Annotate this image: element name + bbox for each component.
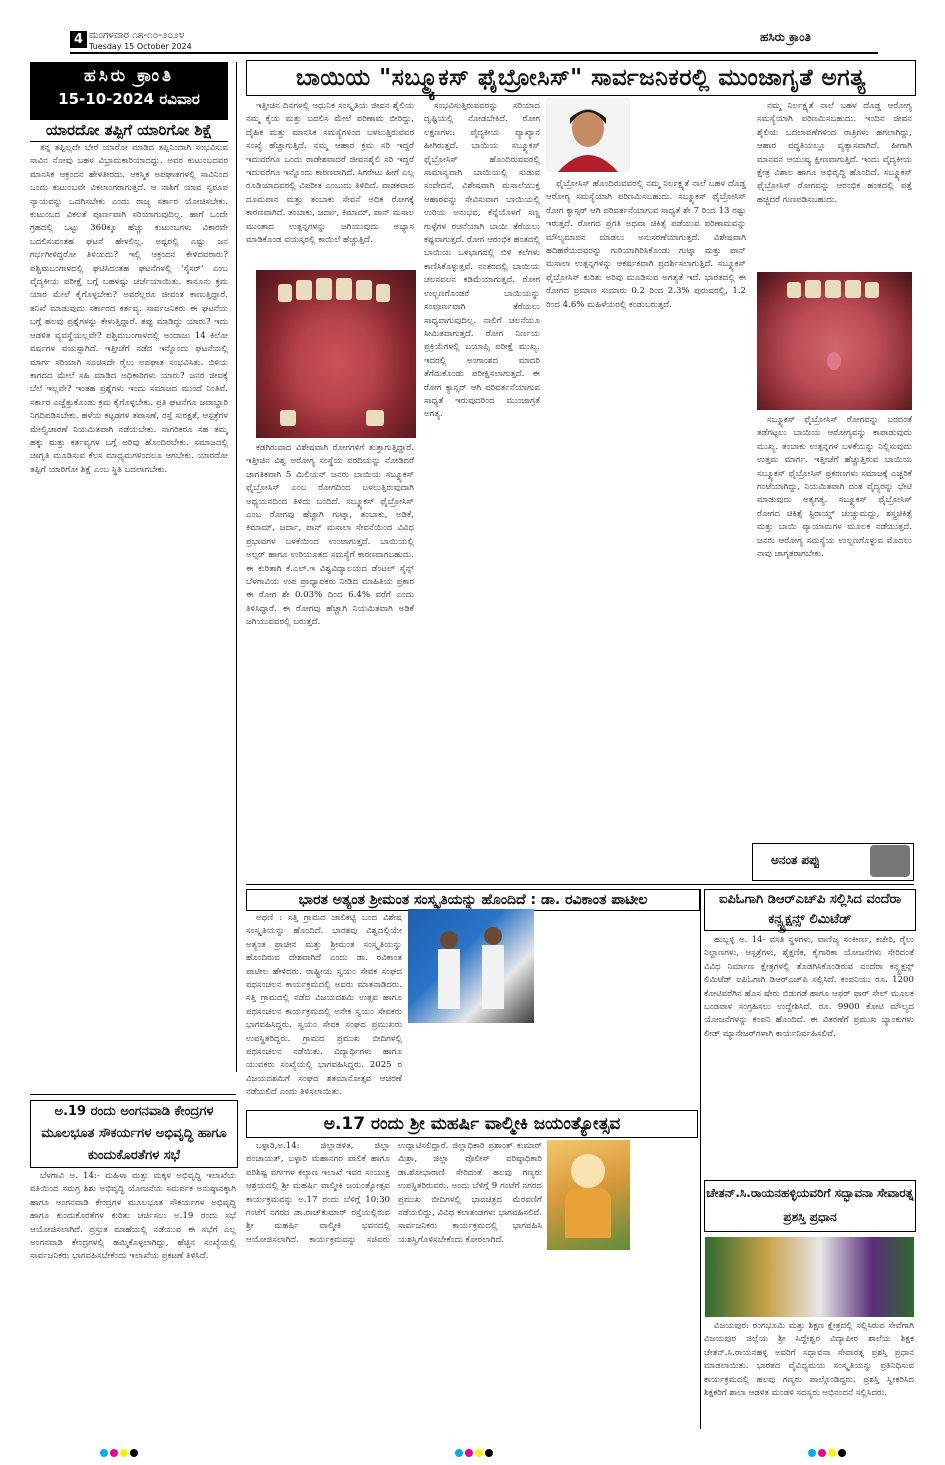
article2-body-cont <box>540 912 696 1108</box>
main-col-1b <box>246 442 414 842</box>
author-photo <box>870 845 910 877</box>
oral-photo-1 <box>256 270 416 438</box>
left-divider <box>30 1094 236 1095</box>
article2-text: ಅಥಣಿ : ಸತ್ತಿ ಗ್ರಾಮದ ಜಾಲಿಕಟ್ಟಿ ಬಂದ ವಿಶೇಷ ಸಂಸ್ಕೃತಿಯನ್ನು ಹೊಂದಿದೆ. ಭಾರತವು ವಿಶ್ವದಲ್ಲಿಯೇ ಅತ್ಯಂತ ಪ್ರಾಚೀನ ಮತ್ತು ಶ್ರೀಮಂತ ಸಂಸ್ಕೃತಿಯನ್ನು ಹೊಂದಿರುವ ದೇಶವಾಗಿದೆ ಎಂದು ಡಾ. ರವಿಕಾಂತ ಪಾಟೀಲ ಹೇಳಿದರು. ರಾಷ್ಟ್ರೀಯ ಸ್ವಯಂ ಸೇವಕ ಸಂಘದ ಪಥಸಂಚಲನ ಕಾರ್ಯಕ್ರಮದಲ್ಲಿ ಅವರು ಮಾತನಾಡಿದರು. ಸತ್ತಿ ಗ್ರಾಮದಲ್ಲಿ ನಡೆದ ವಿಜಯದಶಮಿ ಉತ್ಸವ ಹಾಗೂ ಪಥಸಂಚಲನ ಕಾರ್ಯಕ್ರಮದಲ್ಲಿ ಅನೇಕ ಸ್ವಯಂ ಸೇವಕರು ಭಾಗವಹಿಸಿದ್ದರು. ಸ್ವಯಂ ಸೇವಕ ಸಂಘದ ಪ್ರಮುಖರು ಉಪಸ್ಥಿತರಿದ್ದರು. ಗ್ರಾಮದ ಪ್ರಮುಖ ಬೀದಿಗಳಲ್ಲಿ ಪಥಸಂಚಲನ ನಡೆಯಿತು. ವಿದ್ಯಾರ್ಥಿಗಳು ಹಾಗೂ ಯುವಕರು ಸಂಖ್ಯೆಯಲ್ಲಿ ಭಾಗವಹಿಸಿದ್ದರು. 2025 ರ ವಿಜಯದಶಮಿಗೆ ಸಂಘದ ಶತಮಾನೋತ್ಸವ ಆಚರಣೆ ನಡೆಯಲಿದೆ ಎಂದು ತಿಳಿಸಲಾಯಿತು. <box>246 913 402 1098</box>
oral-photo-2 <box>757 272 912 410</box>
main-col-1-text: ಇತ್ತೀಚಿನ ದಿನಗಳಲ್ಲಿ ಅಧುನಿಕ ಸಂಸ್ಕೃತಿಯ ಜೀವನ ಶೈಲಿಯ ನಮ್ಮ ಕೈಯ ಮತ್ತು ಬದಲಿಸ ಮೇಲೆ ಪರಿಣಾಮ ಬೀರಿದ್ದು, ದೈಹಿಕ ಮತ್ತು ಮಾನಸಿಕ ಸಮಸ್ಯೆಗಳಿಂದ ಬಳಲುತ್ತಿರುವವರ ಸಂಖ್ಯೆ ಹೆಚ್ಚಾಗುತ್ತಿದೆ. ನಮ್ಮ ಆಹಾರ ಕ್ರಮ ಸರಿ ಇದ್ದರೆ ಇದುವರೆಗೂ ಒಂದು ರಾಡೇಶವಾದರೆ ಜೀವನಶೈಲಿ ಸರಿ ಇದ್ದರೆ ಇದುವರೆಗೂ ಇನ್ನೊಂದು ಕಾರಣವಾಗಿದೆ. ಸಿಗರೇಟು ಹೀಗೆ ಎಲ್ಲ ರೂಡಿಯಾದವರಲ್ಲಿ ವಿಪರೀತ ಎಂಬುದು ತಿಳಿದಿದೆ. ವಾಡಕವಾದ ದೂಮಪಾನ ಮತ್ತು ತಂಬಾಕು ಸೇವನೆ ಅದಿಕ ರೋಗಕ್ಕೆ ಕಾರಣವಾಗಿದೆ. ತಂಬಾಕು, ಜರ್ದಾ, ಕಿಮಾಮ್, ಪಾನ್ ಮಸಾಲ ಮುಂತಾದ ಉತ್ಪನ್ನಗಳನ್ನು ಜಗಿಯುವುದು ಅಭ್ಯಾಸ ಮಾಡಿಕೊಂಡ ವಯಸ್ಕರಲ್ಲಿ ಕಾಯಿಲೆ ಹೆಚ್ಚುತ್ತಿದೆ. <box>246 101 414 246</box>
main-col-3-text: ಫೈಬ್ರೋಸಿಸ್ ಹೊಂದಿರುವವರಲ್ಲಿ ನಮ್ಮ ನಿರ್ಲಕ್ಷ್ಯತೆ ನಾಲೆ ಬಹಳ ದೊಡ್ಡ ಆರೋಗ್ಯ ಸಮಸ್ಯೆಯಾಗಿ ಪರಿಣಮಿಸಬಹುದು. ಸಬ್ಮ್ಯೂಕಸ್ ಫೈಬ್ರೋಸಿಸ್ ರೋಗ ಕ್ಯಾನ್ಸರ್ ಆಗಿ ಪರಿವರ್ತನೆಯಾಗುವ ಸಾಧ್ಯತೆ ಶೇ 7 ರಿಂದ 13 ರಷ್ಟು ಇರುತ್ತದೆ. ರೋಗದ ಪ್ರಗತಿ ಅಥವಾ ಚಿಕಿತ್ಸೆ ಪಡೆಯುವ ಪರಿಣಾಮವನ್ನು ಮೌಲ್ಯಮಾಪನ ಮಾಡಲು ಅನುಸರಣೆಯಾಗುತ್ತದೆ. ವಿಶೇಷವಾಗಿ ಹದಿಹರೆಯದವರನ್ನು ಗುರಿಯಾಗಿರಿಸಿಕೊಂಡು ಗುಟ್ಕಾ ಮತ್ತು ಪಾನ್ ಮಸಾಲಾ ಉತ್ಪನ್ನಗಳನ್ನು ಆಕರ್ಷಕವಾಗಿ ಪ್ರದರ್ಶಿಸಲಾಗುತ್ತಿದೆ. ಸಬ್ಮ್ಯೂಕಸ್ ಫೈಬ್ರೋಸಿಸ್ ಕುರಿತು ಅರಿವು ಮೂಡಿಸುವ ಅಗತ್ಯತೆ ಇದೆ. ಭಾರತದಲ್ಲಿ ಈ ರೋಗದ ಪ್ರಮಾಣ ಸುಮಾರು 0.2 ರಿಂದ 2.3% ಪುರುಷರಲ್ಲಿ, 1.2 ರಿಂದ 4.6% ಮಹಿಳೆಯರಲ್ಲಿ ಕಂಡುಬರುತ್ತದೆ. <box>546 179 746 310</box>
main-col-2-text: ಸಂಭವಿಸುತ್ತಿರುವವರನ್ನು ಸರಿಯಾದ ದೃಷ್ಟಿಯಲ್ಲಿ ನೋಡಬೇಕಿದೆ. ರೋಗ ಲಕ್ಷಣಗಳು: ವೈದ್ಯಕೀಯ ವ್ಯಾಖ್ಯಾನ ಹೀಗಿರುತ್ತದೆ. ಬಾಯಿಯ ಸಬ್ಮ್ಯೂಕಸ್ ಫೈಬ್ರೋಸಿಸ್ ಹೊಂದಿರುವವರಲ್ಲಿ ಸಾಮಾನ್ಯವಾಗಿ ಬಾಯಿಯಲ್ಲಿ ಸುಡುವ ಸಂವೇದನೆ, ವಿಶೇಷವಾಗಿ ಮಸಾಲೆಯುಕ್ತ ಆಹಾರವನ್ನು ಸೇವಿಸುವಾಗ ಬಾಯಿಯಲ್ಲಿ ಉರಿಯ ಅನುಭವ, ಕೆನ್ನೆಯೊಳಗೆ ಸಣ್ಣ ಗುಳ್ಳೆಗಳ ರಚನೆಯಾಗಿ ಬಾಯಿ ತೆರೆಯಲು ಕಷ್ಟವಾಗುತ್ತದೆ. ರೋಗ ಆರಂಭಿಕ ಹಂತದಲ್ಲಿ ಬಾಯಿಯ ಒಳಭಾಗದಲ್ಲಿ ಬಿಳಿ ಕಲೆಗಳು ಕಾಣಿಸಿಕೊಳ್ಳುತ್ತವೆ. ನಂತರದಲ್ಲಿ ಬಾಯಿಯ ಚಲನವಲನ ಕಡಿಮೆಯಾಗುತ್ತದೆ. ರೋಗ ಉಲ್ಬಣಗೊಂಡರೆ ಬಾಯಿಯನ್ನು ಸಂಪೂರ್ಣವಾಗಿ ತೆರೆಯಲು ಸಾಧ್ಯವಾಗುವುದಿಲ್ಲ. ನಾಲಿಗೆ ಚಲನೆಯೂ ಸೀಮಿತವಾಗುತ್ತದೆ. ರೋಗ ನಿರ್ಣಯ ಪ್ರಕ್ರಿಯೆಗಳಲ್ಲಿ ಬಯಾಪ್ಸಿ ಪರೀಕ್ಷೆ ಮುಖ್ಯ. ಇದರಲ್ಲಿ ಅಂಗಾಂಶದ ಮಾದರಿ ತೆಗೆದುಕೊಂಡು ಪರೀಕ್ಷಿಸಲಾಗುತ್ತದೆ. ಈ ರೋಗ ಕ್ಯಾನ್ಸರ್ ಆಗಿ ಪರಿವರ್ತನೆಯಾಗುವ ಸಾಧ್ಯತೆ ಇರುವುದರಿಂದ ಮುಂಜಾಗ್ರತೆ ಅಗತ್ಯ. <box>424 101 540 420</box>
main-col-4b <box>757 414 912 838</box>
masthead-title: ಹಸಿರು ಕ್ರಾಂತಿ <box>83 66 175 86</box>
registration-marks-right <box>808 1442 848 1461</box>
article4-body-cont <box>636 1140 696 1430</box>
main-col-1b-text: ಕಡಗಿರುವಾದ ವಿಶೇಷವಾಗಿ ರೋಗಗಳಿಗೆ ತುತ್ತಾಗುತ್ತಿದ್ದಾರೆ. ಇತ್ತೀಚಿನ ವಿಶ್ವ ಆರೋಗ್ಯ ಸಂಸ್ಥೆಯ ವರದಿಯನ್ನು ನೋಡಿದರೆ ಜಾಗತಿಕವಾಗಿ 5 ಮಿಲಿಯನ್ ಜನರು ಬಾಯಿಯ ಸಬ್ಮ್ಯೂಕಸ್ ಫೈಬ್ರೋಸಿಸ್ ಎಂಬ ರೋಗದಿಂದ ಬಳಲುತ್ತಿರುವುದಾಗಿ ಅಧ್ಯಯನದಿಂದ ತಿಳಿದು ಬಂದಿದೆ. ಸಬ್ಮ್ಯೂಕಸ್ ಫೈಬ್ರೋಸಿಸ್ ಎಂಬ ರೋಗವು ಹೆಚ್ಚಾಗಿ ಗುಟ್ಕಾ, ತಂಬಾಕು, ಅಡಿಕೆ, ಕಿಮಾಮ್, ಜರ್ದಾ, ಪಾನ್ ಮಸಾಲಾ ಸೇವನೆಯಿಂದ ವಿವಿಧ ಪ್ರಭಾವಗಳ ಬಳಕೆಯಿಂದ ಉಂಟಾಗುತ್ತದೆ. ಬಾಯಿಯಲ್ಲಿ ಅಲ್ಸರ್ ಹಾಗೂ ಉರಿಯೂತದ ಸಮಸ್ಯೆಗೆ ಕಾರಣವಾಗಬಹುದು. ಈ ಕುರಿತಾಗಿ ಕೆ.ಎಲ್.ಇ ವಿಶ್ವವಿದ್ಯಾಲಯದ ಡೆಂಟಲ್ ಸೈನ್ಸ್ ಬೆಳಗಾವಿಯ ಉಪ ಪ್ರಾಧ್ಯಾಪಕರು ನೀಡಿದ ಮಾಹಿತಿಯ ಪ್ರಕಾರ ಈ ರೋಗ ಶೇ 0.03% ದಿಂದ 6.4% ವರೆಗೆ ಎಂದು ತಿಳಿಸಿದ್ದಾರೆ. ಈ ರೋಗವು ಹೆಚ್ಚಾಗಿ ನಿಯಮಿತವಾಗಿ ಅಡಿಕೆ ಜಗಿಯುವವರಲ್ಲಿ ಬರುತ್ತದೆ. <box>246 443 414 628</box>
main-col-1 <box>246 100 414 265</box>
valmiki-illustration <box>547 1140 630 1250</box>
article4-headline: ಅ.17 ರಂದು ಶ್ರೀ ಮಹರ್ಷಿ ವಾಲ್ಮೀಕಿ ಜಯಂತ್ಯೋತ್ಸವ <box>246 1110 698 1138</box>
author-portrait <box>546 98 630 172</box>
header-rule <box>70 52 878 54</box>
column-divider <box>236 62 237 1072</box>
article4-text: ಬಳ್ಳಾರಿ,ಅ.14: ಜಿಲ್ಲಾಡಳಿತ, ಜಿಲ್ಲಾ ಪಂಚಾಯತ್, ಬಳ್ಳಾರಿ ಮಹಾನಗರ ಪಾಲಿಕೆ ಹಾಗೂ ಪರಿಶಿಷ್ಟ ವರ್ಗಗಳ ಕಲ್ಯಾಣ ಇಲಾಖೆ ಇವರ ಸಂಯುಕ್ತ ಆಶ್ರಯದಲ್ಲಿ ಶ್ರೀ ಮಹರ್ಷಿ ವಾಲ್ಮೀಕಿ ಜಯಂತ್ಯೋತ್ಸವ ಕಾರ್ಯಕ್ರಮವನ್ನು ಅ.17 ರಂದು ಬೆಳಿಗ್ಗೆ 10:30 ಗಂಟೆಗೆ ನಗರದ ಡಾ.ರಾಜ್‌ಕುಮಾರ್ ರಸ್ತೆಯಲ್ಲಿರುವ ಶ್ರೀ ಮಹರ್ಷಿ ವಾಲ್ಮೀಕಿ ಭವನದಲ್ಲಿ ಆಯೋಜಿಸಲಾಗಿದೆ. ಕಾರ್ಯಕ್ರಮವನ್ನು ಸಚಿವರು ಉದ್ಘಾಟಿಸಲಿದ್ದಾರೆ. ಜಿಲ್ಲಾಧಿಕಾರಿ ಪ್ರಶಾಂತ್ ಕುಮಾರ್ ಮಿಶ್ರಾ, ಜಿಲ್ಲಾ ಪೊಲೀಸ್ ವರಿಷ್ಠಾಧಿಕಾರಿ ಡಾ.ಶೋಭಾರಾಣಿ ಸೇರಿದಂತೆ ಹಲವು ಗಣ್ಯರು ಉಪಸ್ಥಿತರಿರುವರು. ಅಂದು ಬೆಳಿಗ್ಗೆ 9 ಗಂಟೆಗೆ ನಗರದ ಪ್ರಮುಖ ಬೀದಿಗಳಲ್ಲಿ ಭಾವಚಿತ್ರದ ಮೆರವಣಿಗೆ ನಡೆಯಲಿದ್ದು, ವಿವಿಧ ಕಲಾತಂಡಗಳು ಭಾಗವಹಿಸಲಿವೆ. ಸಾರ್ವಜನಿಕರು ಕಾರ್ಯಕ್ರಮದಲ್ಲಿ ಭಾಗವಹಿಸಿ ಯಶಸ್ವಿಗೊಳಿಸಬೇಕೆಂದು ಕೋರಲಾಗಿದೆ. <box>246 1141 542 1245</box>
section-title: ಹಸಿರು ಕ್ರಾಂತಿ <box>760 30 811 44</box>
main-col-4-text: ನಮ್ಮ ನಿರ್ಲಕ್ಷ್ಯತೆ ನಾಲೆ ಬಹಳ ದೊಡ್ಡ ಆರೋಗ್ಯ ಸಮಸ್ಯೆಯಾಗಿ ಪರಿಣಮಿಸಬಹುದು. ಇಂದಿನ ಜೀವನ ಶೈಲಿಯ ಬದಲಾವಣೆಗಳಿಂದ ರಾತ್ರಿಗಳು ಹಗಲಾಗಿದ್ದು, ಆಹಾರ ಪದ್ಧತಿಯಲ್ಲೂ ವ್ಯತ್ಯಾಸವಾಗಿದೆ. ಹೀಗಾಗಿ ಮಾನವನ ಆಯುಷ್ಯ ಕ್ಷೀಣವಾಗುತ್ತಿದೆ. ಇಂದು ವೈದ್ಯಕೀಯ ಕ್ಷೇತ್ರ ವಿಶಾಲ ಹಾಗೂ ಅಭಿವೃದ್ಧಿ ಹೊಂದಿದೆ. ಸಬ್ಮ್ಯೂಕಸ್ ಫೈಬ್ರೋಸಿಸ್ ರೋಗವನ್ನು ಆರಂಭಿಕ ಹಂತದಲ್ಲಿ ಪತ್ತೆ ಹಚ್ಚಿದರೆ ಗುಣಪಡಿಸಬಹುದು. <box>757 101 912 205</box>
paper-date-english: Tuesday 15 October 2024 <box>89 42 192 51</box>
author-name: ಅನಂತ ಪಪ್ಪು <box>771 853 820 867</box>
section-divider <box>246 884 914 885</box>
main-col-4 <box>757 100 912 268</box>
editorial-text: ತನ್ನ ತಪ್ಪಿಲ್ಲದೇ ಬೇರೆ ಯಾರೋ ಮಾಡಿದ ತಪ್ಪಿನಿಂದಾಗಿ ಸಂಭವಿಸುವ ಸಾವಿನ ನೋವು ಬಹಳ ವಿಭ್ರಾಮಕಾರಿಯಾದದ್ದು. ಅವರ ಕುಟುಂಬದವರ ಮಾನಸಿಕ ಆಕ್ರಂದನ ಹೇಳತೀರದು. ಆಕಸ್ಮಿಕ ಅಪಘಾತಗಳಲ್ಲಿ ಸಾವಿನಿಂದ ಒಂದು ಕುಟುಂಬವೇ ವಿಕಲಾಂಗರಾಗುತ್ತದೆ. ಆ ನಾಶಿಗೆ ಯಾವ ಸ್ವರೂಪ ನ್ಯಾಯವನ್ನು ಒದಗಿಸಬೇಕು ಎಂದು ರಾಜ್ಯ ಸರ್ಕಾರ ಯೋಚಿಸಬೇಕು. ಕುಟುಂಬದ ವಿಕಲತೆ ಪೂರ್ಣವಾಗಿ ಸರಿಯಾಗುವುದಿಲ್ಲ. ಹಾಗೆ ಒಂದೇ ಗ್ರಹದಲ್ಲಿ ಒಟ್ಟು 360ಕ್ಕೂ ಹೆಚ್ಚು ಕುಟುಂಬಗಳು ವಿಕಾರವೇ ಬದಲಿಸುವಂತಹ ಘಟನೆ ಹೇಳಲಿಲ್ಲ. ಅಷ್ಟರಲ್ಲಿ ಎಷ್ಟು ಜನ ಗರ್ಭಗೀಳಿದ್ದರೋ ತಿಳಿಯದು? ಇಲ್ಲಿ ಆಕ್ರಂದನ ಕೇಳಿದವರಾರು? ಪಶ್ಚಿಮಬಂಗಾಳದಲ್ಲಿ ಘಟಿಸಿದಂತಹ ಘಟನೆಗಳಲ್ಲಿ 'ಸೈಸರ್' ಎಂಬ ವೈದ್ಯಕೀಯ ಪರೀಕ್ಷೆ ಬಗ್ಗೆ ಬಹಳಷ್ಟು ಚರ್ಚೆಯಾಯಿತು. ಕಾನೂನು ಕ್ರಮ ಯಾರ ಮೇಲೆ ಕೈಗೊಳ್ಳಬೇಕು? ಅವರೆಲ್ಲರೂ ಜೀವಂತ ಕಾಣುತ್ತಿದ್ದಾರೆ. ತನಿಖೆ ಮಾಡುವುದು ಸರ್ಕಾರದ ಕರ್ತವ್ಯ. ಸಾರ್ವಜನಿಕರು ಈ ಘಟನೆಯ ಬಗ್ಗೆ ಹಲವು ಪ್ರಶ್ನೆಗಳನ್ನು ಕೇಳುತ್ತಿದ್ದಾರೆ. ತಪ್ಪು ಮಾಡಿದ್ದು ಯಾರು? ಇದು ಆಡಳಿತ ವ್ಯವಸ್ಥೆಯಲ್ಲವೇ? ಪಶ್ಚಿಮಬಂಗಾಳದಲ್ಲಿ ಅಂದಾಜು 14 ಕಿಲೋ ವರ್ಷಗಳ ವಯಸ್ಸಾಗಿದೆ. ಇತ್ತೀಚೆಗೆ ನಡೆದ ಇನ್ನೊಂದು ಘಟನೆಯಲ್ಲಿ ಮಾರ್ಗ ಸರಿಯಾಗಿ ಸೂಚಿಸದೇ ರೈಲು ಅಪಘಾತ ಸಂಭವಿಸಿತು. ಬಿಳಿಯ ಕಾಗದದ ಮೇಲೆ ಸಹಿ ಮಾಡಿದ ಅಧಿಕಾರಿಗಳು ಯಾರು? ಜನರ ಜೀವಕ್ಕೆ ಬೆಲೆ ಇಲ್ಲವೇ? ಇಂತಹ ಪ್ರಶ್ನೆಗಳು ಇಂದು ಸಮಾಜದ ಮುಂದೆ ನಿಂತಿವೆ. ಸರ್ಕಾರ ಎಚ್ಚೆತ್ತುಕೊಂಡು ಕ್ರಮ ಕೈಗೊಳ್ಳಬೇಕು. ಪ್ರತಿ ಘಟನೆಗೂ ಜವಾಬ್ದಾರಿ ನಿಗದಿಪಡಿಸಬೇಕು. ಹಳೆಯ ಕಟ್ಟಡಗಳ ತಪಾಸಣೆ, ರಸ್ತೆ ಸುರಕ್ಷತೆ, ಆಸ್ಪತ್ರೆಗಳ ಮೇಲ್ವಿಚಾರಣೆ ನಿಯಮಿತವಾಗಿ ನಡೆಯಬೇಕು. ನಾಗರಿಕರೂ ಸಹ ತಮ್ಮ ಹಕ್ಕು ಮತ್ತು ಕರ್ತವ್ಯಗಳ ಬಗ್ಗೆ ಅರಿವು ಹೊಂದಿರಬೇಕು. ಸಮಾಜದಲ್ಲಿ ಜಾಗೃತಿ ಮೂಡಿಸುವ ಕೆಲಸ ಮಾಧ್ಯಮಗಳಿಂದಲೂ ಆಗಬೇಕು. ಯಾರದೋ ತಪ್ಪಿಗೆ ಯಾರಿಗೋ ಶಿಕ್ಷೆ ಎಂಬ ಸ್ಥಿತಿ ಬದಲಾಗಬೇಕು. <box>30 143 228 475</box>
editorial-headline: ಯಾರದೋ ತಪ್ಪಿಗೆ ಯಾರಿಗೋ ಶಿಕ್ಷೆ <box>30 118 228 142</box>
award-photo <box>705 1237 914 1317</box>
editorial-masthead <box>30 62 228 120</box>
column-divider-right <box>700 889 701 1429</box>
article3-body <box>704 934 914 1174</box>
event-photo <box>408 909 534 1023</box>
article2-body <box>246 912 402 1108</box>
registration-marks-center <box>455 1442 495 1461</box>
editorial-body <box>30 142 228 1090</box>
article6-text: ಬೆಳಗಾವಿ ಅ. 14:- ಮಹಿಳಾ ಮತ್ತು ಮಕ್ಕಳ ಅಭಿವೃದ್ಧಿ ಇಲಾಖೆಯ ವತಿಯಿಂದ ಸಮಗ್ರ ಶಿಶು ಅಭಿವೃದ್ಧಿ ಯೋಜನೆಯ ಸಮರ್ಪಕ ಅನುಷ್ಠಾನಕ್ಕಾಗಿ ಹಾಗೂ ಅಂಗನವಾಡಿ ಕೇಂದ್ರಗಳ ಮೂಲಭೂತ ಸೌಕರ್ಯಗಳ ಅಭಿವೃದ್ಧಿ ಹಾಗೂ ಕುಂದುಕೊರತೆಗಳ ಕುರಿತು ಚರ್ಚಿಸಲು ಅ.19 ರಂದು ಸಭೆ ಆಯೋಜಿಸಲಾಗಿದೆ. ಪ್ರಸ್ತುತ ಮಾಹೆಯಲ್ಲಿ ನಡೆಯುವ ಈ ಸಭೆಗೆ ಎಲ್ಲ ಅಂಗನವಾಡಿ ಕೇಂದ್ರಗಳಲ್ಲಿ ಹಮ್ಮಿಕೊಳ್ಳಲಾಗಿದ್ದು, ಹೆಚ್ಚಿನ ಸಂಖ್ಯೆಯಲ್ಲಿ ಸಾರ್ವಜನಿಕರು ಭಾಗವಹಿಸಬೇಕೆಂದು ಇಲಾಖೆಯ ಪ್ರಕಟಣೆ ತಿಳಿಸಿದೆ. <box>30 1171 236 1262</box>
page-number: 4 <box>70 31 87 48</box>
article6-body <box>30 1170 236 1430</box>
main-col-4b-text: ಸಬ್ಮ್ಯೂಕಸ್ ಫೈಬ್ರೋಸಿಸ್ ರೋಗವನ್ನು ಬರದಂತೆ ತಡೆಗಟ್ಟಲು ಬಾಯಿಯ ಆರೋಗ್ಯವನ್ನು ಕಾಪಾಡುವುದು ಮುಖ್ಯ. ತಂಬಾಕು ಉತ್ಪನ್ನಗಳ ಬಳಕೆಯನ್ನು ನಿಲ್ಲಿಸುವುದು ಉತ್ತಮ ಮಾರ್ಗ. ಇತ್ತೀಚೆಗೆ ಹೆಚ್ಚುತ್ತಿರುವ ಬಾಯಿಯ ಸಬ್ಮ್ಯೂಕಸ್ ಫೈಬ್ರೋಸಿಸ್ ಪ್ರಕರಣಗಳು ಸಮಾಜಕ್ಕೆ ಎಚ್ಚರಿಕೆ ಗಂಟೆಯಾಗಿದ್ದು, ನಿಯಮಿತವಾಗಿ ದಂತ ವೈದ್ಯರನ್ನು ಭೇಟಿ ಮಾಡುವುದು ಅತ್ಯಗತ್ಯ. ಸಬ್ಮ್ಯೂಕಸ್ ಫೈಬ್ರೋಸಿಸ್ ರೋಗದ ಚಿಕಿತ್ಸೆ ಸ್ಟಿರಾಯ್ಡ್ ಚುಚ್ಚುಮದ್ದು, ಶಸ್ತ್ರಚಿಕಿತ್ಸೆ ಮತ್ತು ಬಾಯಿ ವ್ಯಾಯಾಮಗಳ ಮೂಲಕ ನಡೆಯುತ್ತದೆ. ಜನರು ಆರೋಗ್ಯ ಸಮಸ್ಯೆಯ ಉಲ್ಬಣಗೊಳ್ಳುವ ಮೊದಲು ನಾವು ಜಾಗೃತರಾಗಬೇಕು. <box>757 415 912 560</box>
main-col-3 <box>546 178 746 842</box>
article3-text: ಹುಬ್ಬಳ್ಳಿ ಅ. 14- ವಸತಿ ಸ್ಥಳಗಳು, ವಾಣಿಜ್ಯ ಸಂಕೀರ್ಣ, ಕಚೇರಿ, ರೈಲು ನಿಲ್ದಾಣಗಳು, ಆಸ್ಪತ್ರೆಗಳು, ಶೈಕ್ಷಣಿಕ, ಕೈಗಾರಿಕಾ ಯೋಜನೆಗಳು ಸೇರಿದಂತೆ ವಿವಿಧ ನಿರ್ಮಾಣ ಕ್ಷೇತ್ರಗಳಲ್ಲಿ ತೊಡಗಿಸಿಕೊಂಡಿರುವ ವಂದೆರಾ ಕನ್ಸ್ಟ್ರಕ್ಷನ್ಸ್ ಲಿಮಿಟೆಡ್ ಐಪಿಓಗಾಗಿ ಡಿಆರ್‌ಎಚ್‌ಪಿ ಸಲ್ಲಿಸಿದೆ. ಕಂಪನಿಯು ರೂ. 1200 ಕೋಟಿವರೆಗಿನ ಹೊಸ ಷೇರು ಬಿಡುಗಡೆ ಹಾಗೂ ಆಫರ್ ಫಾರ್ ಸೇಲ್ ಮೂಲಕ ಬಂಡವಾಳ ಸಂಗ್ರಹಿಸಲು ಉದ್ದೇಶಿಸಿದೆ. ರೂ. 9900 ಕೋಟಿ ಮೌಲ್ಯದ ಯೋಜನೆಗಳನ್ನು ಕಂಪನಿ ಹೊಂದಿದೆ. ಈ ವಿತರಣೆಗೆ ಪ್ರಮುಖ ಬ್ಯಾಂಕುಗಳು ಲೀಡ್ ಮ್ಯಾನೇಜರ್‌ಗಳಾಗಿ ಕಾರ್ಯನಿರ್ವಹಿಸಲಿವೆ. <box>704 935 914 1039</box>
masthead-date: 15-10-2024 ರವಿವಾರ <box>58 90 200 108</box>
main-col-2 <box>424 100 540 842</box>
article5-body <box>704 1320 914 1428</box>
article2-headline: ಭಾರತ ಅತ್ಯಂತ ಶ್ರೀಮಂತ ಸಂಸ್ಕೃತಿಯನ್ನು ಹೊಂದಿದೆ : ಡಾ. ರವಿಕಾಂತ ಪಾಟೀಲ <box>246 889 700 911</box>
article6-headline: ಅ.19 ರಂದು ಅಂಗನವಾಡಿ ಕೇಂದ್ರಗಳ ಮೂಲಭೂತ ಸೌಕರ್ಯಗಳ ಅಭಿವೃದ್ಧಿ ಹಾಗೂ ಕುಂದುಕೊರತೆಗಳ ಸಭೆ <box>30 1100 238 1168</box>
article5-text: ವಿಜಯಪುರ: ರಂಗಭೂಮಿ ಮತ್ತು ಶಿಕ್ಷಣ ಕ್ಷೇತ್ರದಲ್ಲಿ ಸಲ್ಲಿಸಿರುವ ಸೇವೆಗಾಗಿ ವಿಜಯಪುರ ಜಿಲ್ಲೆಯ ಶ್ರೀ ಸಿದ್ದೇಶ್ವರ ವಿದ್ಯಾಪೀಠ ಶಾಲೆಯ ಶಿಕ್ಷಕ ಚೇತನ್.ಸಿ.ರಾಯನಹಳ್ಳಿ ಅವರಿಗೆ ಸದ್ಭಾವನಾ ಸೇವಾರತ್ನ ಪ್ರಶಸ್ತಿ ಪ್ರಧಾನ ಮಾಡಲಾಯಿತು. ಭಾರತದ ವೈವಿಧ್ಯಮಯ ಸಂಸ್ಕೃತಿಯನ್ನು ಪ್ರತಿನಿಧಿಸುವ ಕಾರ್ಯಕ್ರಮದಲ್ಲಿ ಹಲವು ಗಣ್ಯರು ಪಾಲ್ಗೊಂಡಿದ್ದರು. ಪ್ರಶಸ್ತಿ ಸ್ವೀಕರಿಸಿದ ಶಿಕ್ಷಕರಿಗೆ ಶಾಲಾ ಆಡಳಿತ ಮಂಡಳಿ ಸದಸ್ಯರು ಅಭಿನಂದನೆ ಸಲ್ಲಿಸಿದರು. <box>704 1321 914 1399</box>
article5-headline: ಚೇತನ್.ಸಿ.ರಾಯನಹಳ್ಳಿಯವರಿಗೆ ಸದ್ಭಾವನಾ ಸೇವಾರತ್ನ ಪ್ರಶಸ್ತಿ ಪ್ರಧಾನ <box>704 1180 916 1232</box>
main-headline: ಬಾಯಿಯ "ಸಬ್ಮ್ಯೂಕಸ್ ಫೈಬ್ರೋಸಿಸ್" ಸಾರ್ವಜನಿಕರಲ್ಲಿ ಮುಂಜಾಗೃತೆ ಅಗತ್ಯ <box>246 60 916 96</box>
article3-headline: ಐಪಿಓಗಾಗಿ ಡಿಆರ್‌ಎಚ್‌ಪಿ ಸಲ್ಲಿಸಿದ ವಂದೆರಾ ಕನ್ಸ್ಟ್ರಕ್ಷನ್ಸ್ ಲಿಮಿಟೆಡ್ <box>704 889 916 931</box>
article4-body <box>246 1140 542 1430</box>
registration-marks-left <box>100 1442 140 1461</box>
paper-date-kannada: ಮಂಗಳವಾರ ೧೫-೧೦-೨೦೨೪ <box>89 30 185 41</box>
